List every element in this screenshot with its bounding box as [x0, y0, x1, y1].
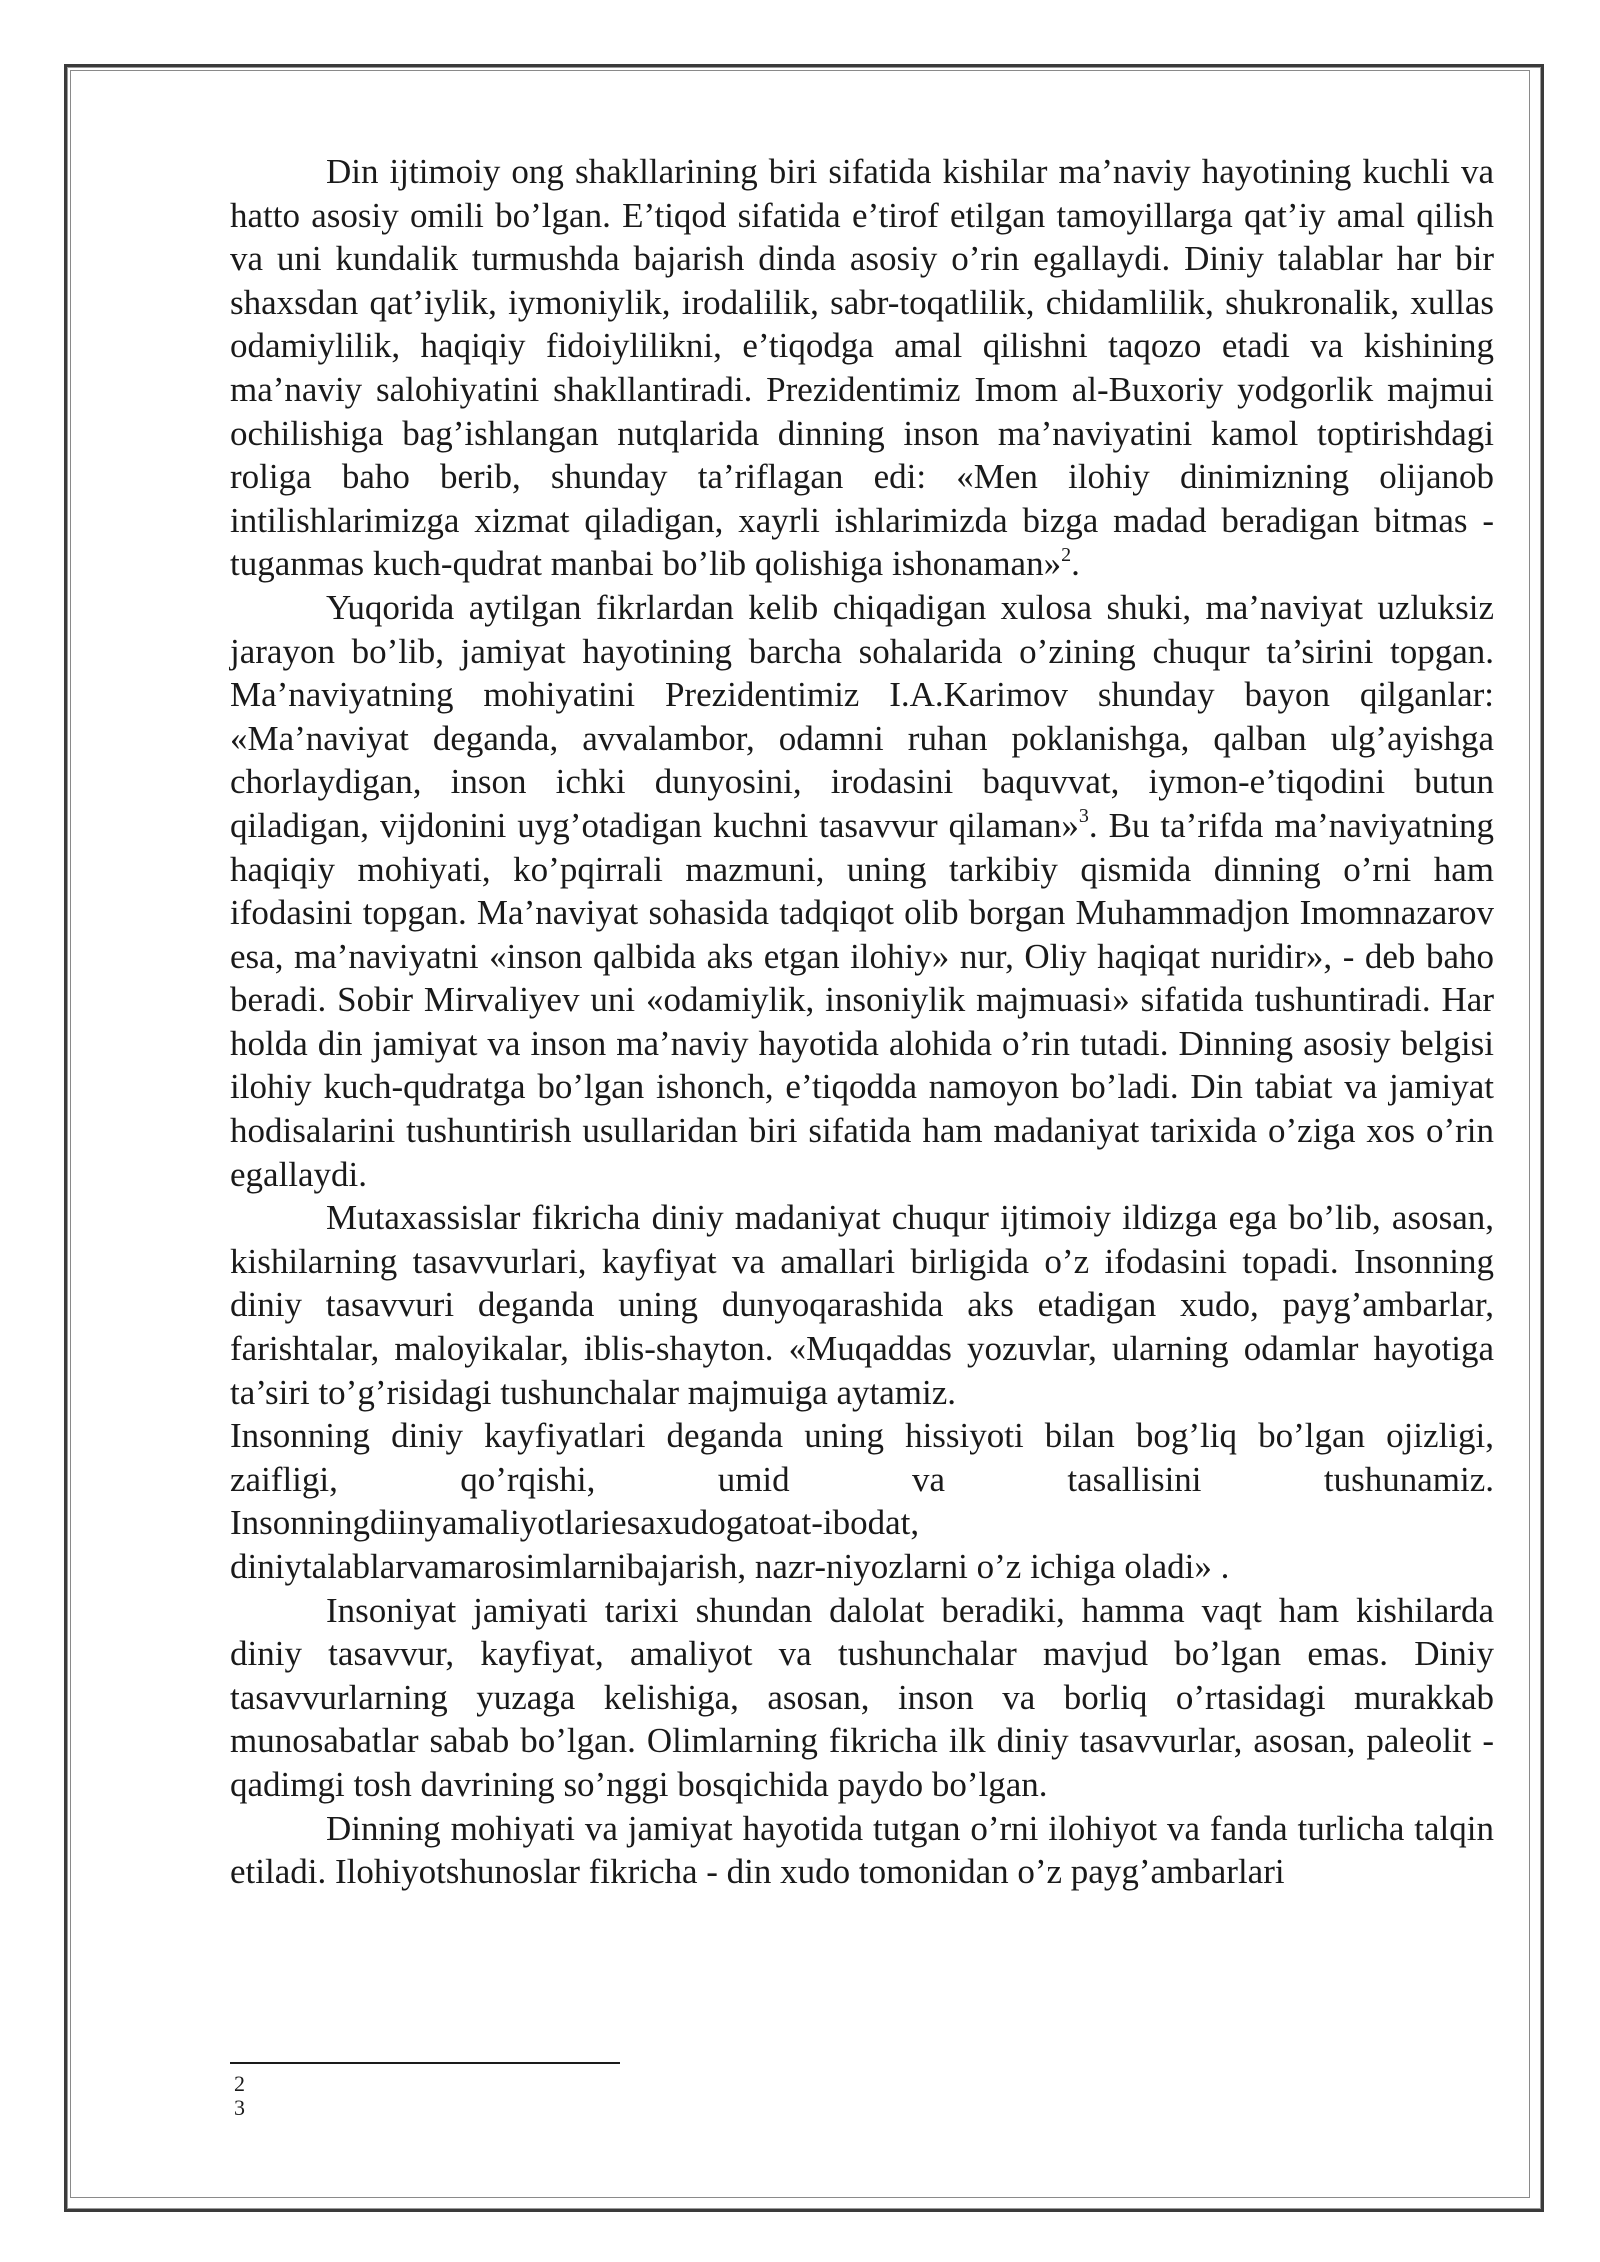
- paragraph-7: [230, 1807, 1494, 1894]
- document-body: [230, 150, 1494, 1894]
- paragraph-7-text: Dinning mohiyati va jamiyat hayotida tutgan o’rni ilohiyot va fanda turlicha talqin etiladi. Ilohiyotshunoslar fikricha - din xudo tomonidan o’z payg’ambarlari: [230, 1808, 1494, 1892]
- paragraph-1-end: .: [1071, 544, 1080, 584]
- footnote-separator: [230, 2062, 620, 2064]
- paragraph-4: [230, 1414, 1494, 1545]
- paragraph-6: [230, 1589, 1494, 1807]
- paragraph-2-continued: . Bu ta’rifda ma’naviyatning haqiqiy mohiyati, ko’pqirrali mazmuni, uning tarkibiy qismida dinning o’rni ham ifodasini topgan. Ma’naviyat sohasida tadqiqot olib borgan Muhammadjon Imomnazarov esa, ma’naviyatni «inson qalbida aks etgan ilohiy» nur, Oliy haqiqat nuridir», - deb baho beradi. Sobir Mirvaliyev uni «odamiylik, insoniylik majmuasi» sifatida tushuntiradi. Har holda din jamiyat va inson ma’naviy hayotida alohida o’rin tutadi. Dinning asosiy belgisi ilohiy kuch-qudratga bo’lgan ishonch, e’tiqodda namoyon bo’ladi. Din tabiat va jamiyat hodisalarini tushuntirish usullaridan biri sifatida ham madaniyat tarixida o’ziga xos o’rin egallaydi.: [230, 805, 1494, 1194]
- paragraph-6-text: Insoniyat jamiyati tarixi shundan dalolat beradiki, hamma vaqt ham kishilarda diniy tasavvur, kayfiyat, amaliyot va tushunchalar mavjud bo’lgan emas. Diniy tasavvurlarning yuzaga kelishiga, asosan, inson va borliq o’rtasidagi murakkab munosabatlar sabab bo’lgan. Olimlarning fikricha ilk diniy tasavvurlar, asosan, paleolit - qadimgi tosh davrining so’nggi bosqichida paydo bo’lgan.: [230, 1590, 1494, 1804]
- footnote-2: 2: [234, 2071, 245, 2096]
- paragraph-3-text: Mutaxassislar fikricha diniy madaniyat chuqur ijtimoiy ildizga ega bo’lib, asosan, kishilarning tasavvurlari, kayfiyat va amallari birligida o’z ifodasini topadi. Insonning diniy tasavvuri deganda uning dunyoqarashida aks etadigan xudo, payg’ambarlar, farishtalar, maloyikalar, iblis-shayton. «Muqaddas yozuvlar, ularning odamlar hayotiga ta’siri to’g’risidagi tushunchalar majmuiga aytamiz.: [230, 1198, 1494, 1412]
- paragraph-5-text: diniytalablarvamarosimlarnibajarish, nazr-niyozlarni o’z ichiga oladi» .: [230, 1547, 1230, 1586]
- footnote-ref-2[interactable]: 2: [1061, 543, 1072, 566]
- paragraph-3: [230, 1196, 1494, 1414]
- paragraph-2-text: Yuqorida aytilgan fikrlardan kelib chiqadigan xulosa shuki, ma’naviyat uzluksiz jarayon bo’lib, jamiyat hayotining barcha sohalarida o’zining chuqur ta’sirini topgan. Ma’naviyatning mohiyatini Prezidentimiz I.A.Karimov shunday bayon qilganlar: «Ma’naviyat deganda, avvalambor, odamni ruhan poklanishga, qalban ulg’ayishga chorlaydigan, inson ichki dunyosini, irodasini baquvvat, iymon-e’tiqodini butun qiladigan, vijdonini uyg’otadigan kuchni tasavvur qilaman»: [230, 587, 1494, 845]
- footnotes: [232, 2072, 245, 2120]
- paragraph-5: [230, 1545, 1494, 1589]
- footnote-ref-3[interactable]: 3: [1078, 805, 1089, 828]
- paragraph-1-text: Din ijtimoiy ong shakllarining biri sifatida kishilar ma’naviy hayotining kuchli va hatto asosiy omili bo’lgan. E’tiqod sifatida e’tirof etilgan tamoyillarga qat’iy amal qilish va uni kundalik turmushda bajarish dinda asosiy o’rin egallaydi. Diniy talablar har bir shaxsdan qat’iylik, iymoniylik, irodalilik, sabr-toqatlilik, chidamlilik, shukronalik, xullas odamiylilik, haqiqiy fidoiylilikni, e’tiqodga amal qilishni taqozo etadi va kishining ma’naviy salohiyatini shakllantiradi. Prezidentimiz Imom al-Buxoriy yodgorlik majmui ochilishiga bag’ishlangan nutqlarida dinning inson ma’naviyatini kamol toptirishdagi roliga baho berib, shunday ta’riflagan edi: «Men ilohiy dinimizning olijanob intilishlarimizga xizmat qiladigan, xayrli ishlarimizda bizga madad beradigan bitmas - tuganmas kuch-qudrat manbai bo’lib qolishiga ishonaman»: [230, 152, 1494, 584]
- paragraph-1: [230, 150, 1494, 586]
- footnote-3: 3: [234, 2095, 245, 2120]
- paragraph-4-text: Insonning diniy kayfiyatlari deganda uning hissiyoti bilan bog’liq bo’lgan ojizligi, zaifligi, qo’rqishi, umid va tasallisini tushunamiz. Insonningdiinyamaliyotlariesaxudogatoat-ibodat,: [230, 1416, 1494, 1543]
- paragraph-2: [230, 586, 1494, 1196]
